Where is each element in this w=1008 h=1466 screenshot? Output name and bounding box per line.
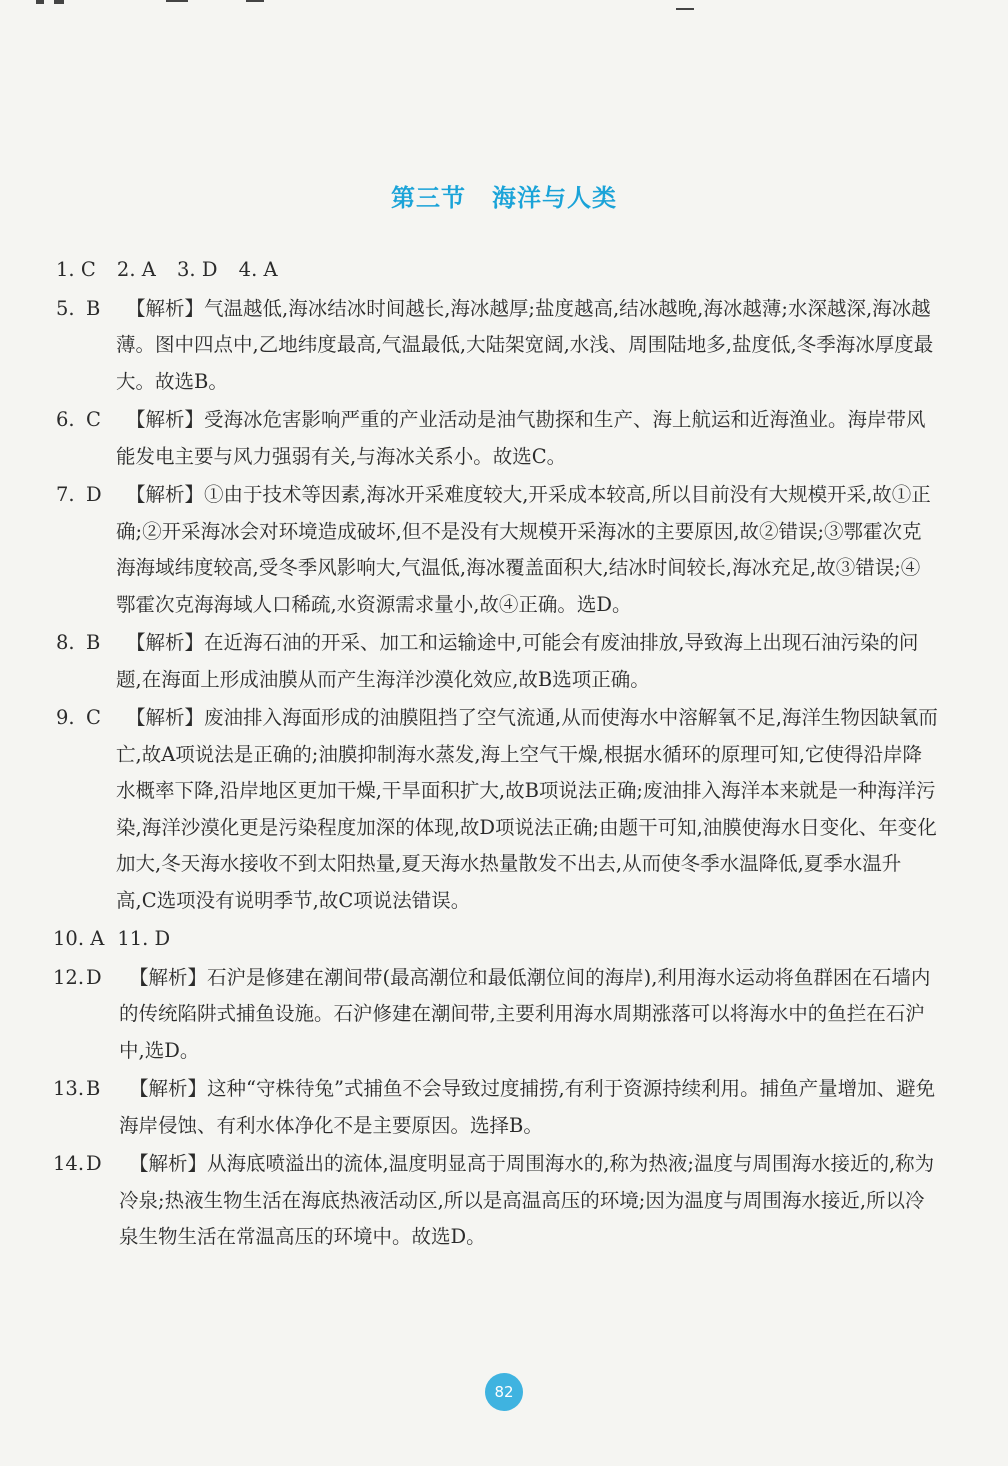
- question-number: 6.: [56, 408, 75, 431]
- analysis-tag: 【解析】: [126, 706, 205, 729]
- answer-item: 8. B 【解析】在近海石油的开采、加工和运输途中,可能会有废油排放,导致海上出现石油污染的问题,在海面上形成油膜从而产生海洋沙漠化效应,故B选项正确。: [86, 625, 938, 698]
- answer-letter: A: [263, 258, 278, 281]
- scan-mark: [676, 8, 694, 10]
- question-number: 10.: [53, 927, 85, 950]
- analysis-tag: 【解析】: [129, 1152, 208, 1175]
- answer-letter: C: [80, 258, 96, 281]
- analysis-tag: 【解析】: [126, 631, 205, 654]
- analysis-tag: 【解析】: [126, 296, 205, 320]
- answer-item: 14. D 【解析】从海底喷溢出的流体,温度明显高于周围海水的,称为热液;温度与周围海水接近的,称为冷泉;热液生物生活在海底热液活动区,所以是高温高压的环境;因为温度与周围海水接近,所以冷泉生物生活在常温高压的环境中。故选D。: [86, 1146, 938, 1256]
- question-number: 2.: [116, 258, 136, 281]
- scan-mark: [166, 0, 188, 2]
- short-answer: [238, 252, 283, 289]
- analysis-text: 受海冰危害影响严重的产业活动是油气勘探和生产、海上航运和近海渔业。海岸带风能发电主要与风力强弱有关,与海冰关系小。故选C。: [116, 408, 926, 468]
- answer-letter: A: [90, 927, 105, 950]
- scan-mark: [54, 0, 64, 4]
- answer-letter: A: [141, 258, 156, 281]
- answer-item: 7. D 【解析】①由于技术等因素,海冰开采难度较大,开采成本较高,所以目前没有大规模开采,故①正确;②开采海冰会对环境造成破坏,但不是没有大规模开采海冰的主要原因,故②错误;③鄂霍次克海海域纬度较高,受冬季风影响大,气温低,海冰覆盖面积大,结冰时间较长,海冰充足,故③错误;④鄂霍次克海海域人口稀疏,水资源需求量小,故④正确。选D。: [86, 477, 938, 623]
- answer-item: 5. B 【解析】气温越低,海冰结冰时间越长,海冰越厚;盐度越高,结冰越晚,海冰越薄;水深越深,海冰越薄。图中四点中,乙地纬度最高,气温最低,大陆架宽阔,水浅、周围陆地多,盐度低,冬季海冰厚度最大。故选B。: [86, 291, 938, 401]
- question-number: 14.: [53, 1152, 85, 1175]
- question-number: 1.: [56, 258, 75, 281]
- question-number: 5.: [56, 296, 75, 320]
- analysis-text: 在近海石油的开采、加工和运输途中,可能会有废油排放,导致海上出现石油污染的问题,在海面上形成油膜从而产生海洋沙漠化效应,故B选项正确。: [116, 631, 919, 691]
- analysis-tag: 【解析】: [126, 483, 205, 506]
- analysis-text: 废油排入海面形成的油膜阻挡了空气流通,从而使海水中溶解氧不足,海洋生物因缺氧而亡,故A项说法是正确的;油膜抑制海水蒸发,海上空气干燥,根据水循环的原理可知,它使得沿岸降水概率下降,沿岸地区更加干燥,干旱面积扩大,故B项说法正确;废油排入海洋本来就是一种海洋污染,海洋沙漠化更是污染程度加深的体现,故D项说法正确;由题干可知,油膜使海水日变化、年变化加大,冬天海水接收不到太阳热量,夏天海水热量散发不出去,从而使冬季水温降低,夏季水温升高,C选项没有说明季节,故C项说法错误。: [116, 706, 938, 912]
- question-number: 12.: [53, 965, 85, 989]
- answer-item: 6. C 【解析】受海冰危害影响严重的产业活动是油气勘探和生产、海上航运和近海渔业。海岸带风能发电主要与风力强弱有关,与海冰关系小。故选C。: [86, 402, 938, 475]
- section-label: 第三节: [391, 184, 466, 212]
- short-answer: [177, 252, 223, 289]
- short-answers-row-2: [53, 921, 938, 958]
- section-topic: 海洋与人类: [492, 184, 617, 212]
- analysis-tag: 【解析】: [126, 408, 205, 431]
- question-number: 4.: [238, 258, 258, 281]
- answer-item: 12. D 【解析】石沪是修建在潮间带(最高潮位和最低潮位间的海岸),利用海水运动将鱼群困在石墙内的传统陷阱式捕鱼设施。石沪修建在潮间带,主要利用海水周期涨落可以将海水中的鱼拦在石沪中,选D。: [86, 960, 938, 1070]
- question-number: 13.: [53, 1077, 85, 1100]
- answer-item: 13. B 【解析】这种“守株待兔”式捕鱼不会导致过度捕捞,有利于资源持续利用。捕鱼产量增加、避免海岸侵蚀、有利水体净化不是主要原因。选择B。: [86, 1071, 938, 1144]
- scan-mark: [36, 0, 44, 4]
- page-number: 82: [485, 1373, 523, 1411]
- question-number: 8.: [56, 631, 75, 654]
- short-answer: [53, 921, 105, 958]
- short-answers-row-1: [56, 252, 938, 289]
- question-number: 11.: [117, 927, 149, 950]
- question-number: 3.: [177, 258, 196, 281]
- analysis-tag: 【解析】: [129, 1077, 208, 1100]
- answer-list: [53, 252, 938, 1258]
- question-number: 7.: [56, 483, 75, 506]
- analysis-text: 气温越低,海冰结冰时间越长,海冰越厚;盐度越高,结冰越晚,海冰越薄;水深越深,海冰越薄。图中四点中,乙地纬度最高,气温最低,大陆架宽阔,水浅、周围陆地多,盐度低,冬季海冰厚度最大。故选B。: [116, 296, 934, 393]
- answer-letter: D: [201, 258, 218, 281]
- short-answer: [56, 252, 101, 289]
- answer-item: 9. C 【解析】废油排入海面形成的油膜阻挡了空气流通,从而使海水中溶解氧不足,海洋生物因缺氧而亡,故A项说法是正确的;油膜抑制海水蒸发,海上空气干燥,根据水循环的原理可知,它使得沿岸降水概率下降,沿岸地区更加干燥,干旱面积扩大,故B项说法正确;废油排入海洋本来就是一种海洋污染,海洋沙漠化更是污染程度加深的体现,故D项说法正确;由题干可知,油膜使海水日变化、年变化加大,冬天海水接收不到太阳热量,夏天海水热量散发不出去,从而使冬季水温降低,夏季水温升高,C选项没有说明季节,故C项说法错误。: [86, 700, 938, 919]
- short-answer: [116, 252, 161, 289]
- answer-letter: D: [154, 927, 171, 950]
- analysis-text: 这种“守株待兔”式捕鱼不会导致过度捕捞,有利于资源持续利用。捕鱼产量增加、避免海岸侵蚀、有利水体净化不是主要原因。选择B。: [119, 1077, 936, 1137]
- analysis-text: ①由于技术等因素,海冰开采难度较大,开采成本较高,所以目前没有大规模开采,故①正确;②开采海冰会对环境造成破坏,但不是没有大规模开采海冰的主要原因,故②错误;③鄂霍次克海海域纬度较高,受冬季风影响大,气温低,海冰覆盖面积大,结冰时间较长,海冰充足,故③错误;④鄂霍次克海海域人口稀疏,水资源需求量小,故④正确。选D。: [116, 483, 931, 616]
- analysis-text: 从海底喷溢出的流体,温度明显高于周围海水的,称为热液;温度与周围海水接近的,称为冷泉;热液生物生活在海底热液活动区,所以是高温高压的环境;因为温度与周围海水接近,所以冷泉生物生活在常温高压的环境中。故选D。: [119, 1152, 935, 1248]
- analysis-tag: 【解析】: [129, 965, 208, 989]
- question-number: 9.: [56, 706, 75, 729]
- scan-mark: [246, 0, 264, 2]
- analysis-text: 石沪是修建在潮间带(最高潮位和最低潮位间的海岸),利用海水运动将鱼群困在石墙内的传统陷阱式捕鱼设施。石沪修建在潮间带,主要利用海水周期涨落可以将海水中的鱼拦在石沪中,选D。: [119, 965, 931, 1062]
- scan-edge-marks: [0, 0, 1008, 14]
- section-title: [0, 178, 1008, 213]
- short-answer: [117, 921, 171, 958]
